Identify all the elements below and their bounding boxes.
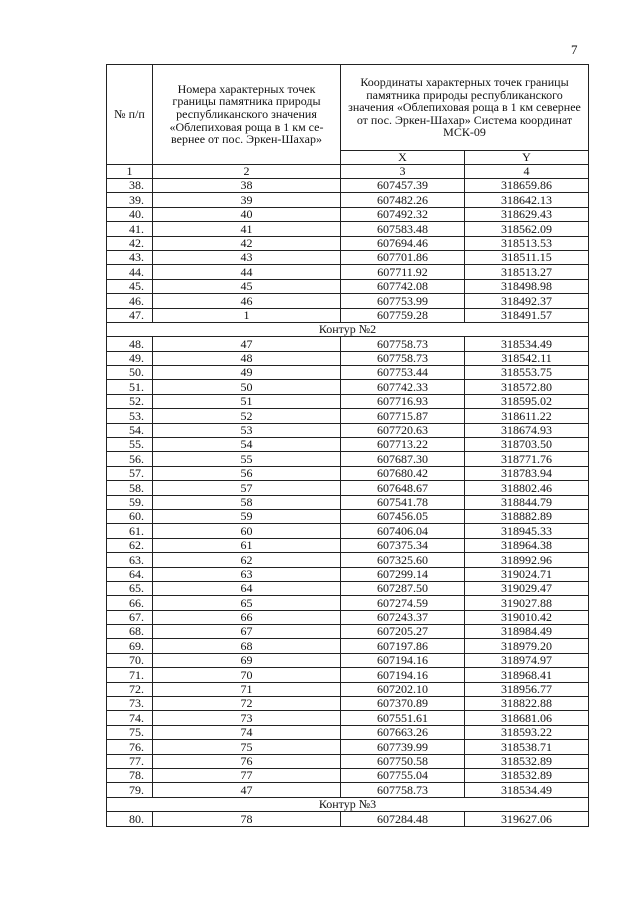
- coord-y: 318492.37: [465, 294, 589, 308]
- coord-x: 607758.73: [341, 783, 465, 797]
- row-number: 75.: [107, 725, 153, 739]
- table-row: [107, 596, 589, 610]
- row-number: 57.: [107, 466, 153, 480]
- point-number: 43: [153, 250, 341, 264]
- coord-y: 318532.89: [465, 754, 589, 768]
- coord-y: 318674.93: [465, 423, 589, 437]
- table-row: [107, 337, 589, 351]
- row-number: 72.: [107, 682, 153, 696]
- table-row: [107, 711, 589, 725]
- coord-x: 607492.32: [341, 207, 465, 221]
- point-number: 54: [153, 438, 341, 452]
- coord-y: 318992.96: [465, 553, 589, 567]
- row-number: 69.: [107, 639, 153, 653]
- row-number: 47.: [107, 308, 153, 322]
- coord-y: 318968.41: [465, 668, 589, 682]
- point-number: 40: [153, 207, 341, 221]
- coord-x: 607711.92: [341, 265, 465, 279]
- coord-x: 607755.04: [341, 769, 465, 783]
- coord-x: 607194.16: [341, 668, 465, 682]
- point-number: 44: [153, 265, 341, 279]
- table-row: [107, 236, 589, 250]
- coord-y: 318945.33: [465, 524, 589, 538]
- row-number: 61.: [107, 524, 153, 538]
- row-number: 62.: [107, 538, 153, 552]
- coord-y: 318629.43: [465, 207, 589, 221]
- coord-x: 607551.61: [341, 711, 465, 725]
- section-title: Контур №2: [107, 322, 589, 336]
- table-row: [107, 193, 589, 207]
- point-number: 71: [153, 682, 341, 696]
- table-row: [107, 351, 589, 365]
- coord-y: 318783.94: [465, 466, 589, 480]
- row-number: 77.: [107, 754, 153, 768]
- point-number: 58: [153, 495, 341, 509]
- row-number: 73.: [107, 697, 153, 711]
- point-number: 74: [153, 725, 341, 739]
- coord-x: 607197.86: [341, 639, 465, 653]
- table-body: [107, 178, 589, 826]
- row-number: 55.: [107, 438, 153, 452]
- coord-y: 319027.88: [465, 596, 589, 610]
- coord-x: 607482.26: [341, 193, 465, 207]
- coord-x: 607202.10: [341, 682, 465, 696]
- column-numbers-row: [107, 164, 589, 178]
- coord-y: 318844.79: [465, 495, 589, 509]
- coord-y: 318511.15: [465, 250, 589, 264]
- row-number: 65.: [107, 581, 153, 595]
- row-number: 48.: [107, 337, 153, 351]
- table-row: [107, 452, 589, 466]
- coord-y: 318513.27: [465, 265, 589, 279]
- section-title: Контур №3: [107, 797, 589, 811]
- row-number: 49.: [107, 351, 153, 365]
- coord-x: 607753.99: [341, 294, 465, 308]
- coord-y: 318611.22: [465, 409, 589, 423]
- coord-y: 318956.77: [465, 682, 589, 696]
- coord-x: 607750.58: [341, 754, 465, 768]
- table-row: [107, 567, 589, 581]
- coord-y: 318882.89: [465, 509, 589, 523]
- row-number: 76.: [107, 740, 153, 754]
- section-row: [107, 797, 589, 811]
- point-number: 63: [153, 567, 341, 581]
- row-number: 59.: [107, 495, 153, 509]
- point-number: 46: [153, 294, 341, 308]
- table-row: [107, 682, 589, 696]
- colnum-1: 1: [107, 164, 153, 178]
- table-row: [107, 207, 589, 221]
- table-row: [107, 438, 589, 452]
- coord-x: 607583.48: [341, 222, 465, 236]
- header-col-coordinates: Координаты характерных точек границы памятника природы республиканского значения «Облепиховая роща в 1 км севернее от пос. Эркен-Шахар» Система координат МСК-09: [341, 65, 589, 151]
- row-number: 64.: [107, 567, 153, 581]
- coord-x: 607274.59: [341, 596, 465, 610]
- coord-y: 318964.38: [465, 538, 589, 552]
- row-number: 60.: [107, 509, 153, 523]
- point-number: 60: [153, 524, 341, 538]
- coord-x: 607541.78: [341, 495, 465, 509]
- header-row: [107, 65, 589, 151]
- coord-y: 318498.98: [465, 279, 589, 293]
- table-row: [107, 409, 589, 423]
- table-row: [107, 294, 589, 308]
- coord-x: 607287.50: [341, 581, 465, 595]
- coord-x: 607284.48: [341, 812, 465, 826]
- coord-x: 607375.34: [341, 538, 465, 552]
- row-number: 50.: [107, 366, 153, 380]
- table-row: [107, 366, 589, 380]
- row-number: 40.: [107, 207, 153, 221]
- point-number: 42: [153, 236, 341, 250]
- header-col-points: Номера характерных точек границы памятника природы республиканского значения «Облепиховая роща в 1 км се- вернее от пос. Эркен-Шахар»: [153, 65, 341, 165]
- header-x: X: [341, 151, 465, 165]
- row-number: 45.: [107, 279, 153, 293]
- point-number: 73: [153, 711, 341, 725]
- coord-y: 318822.88: [465, 697, 589, 711]
- point-number: 75: [153, 740, 341, 754]
- point-number: 1: [153, 308, 341, 322]
- point-number: 59: [153, 509, 341, 523]
- row-number: 78.: [107, 769, 153, 783]
- coordinates-table: [106, 64, 589, 827]
- point-number: 55: [153, 452, 341, 466]
- coord-y: 318984.49: [465, 625, 589, 639]
- coord-x: 607716.93: [341, 394, 465, 408]
- table-row: [107, 222, 589, 236]
- row-number: 80.: [107, 812, 153, 826]
- coord-x: 607243.37: [341, 610, 465, 624]
- point-number: 48: [153, 351, 341, 365]
- table-row: [107, 308, 589, 322]
- row-number: 54.: [107, 423, 153, 437]
- page-number: 7: [571, 42, 578, 57]
- point-number: 64: [153, 581, 341, 595]
- point-number: 50: [153, 380, 341, 394]
- coord-x: 607205.27: [341, 625, 465, 639]
- point-number: 70: [153, 668, 341, 682]
- row-number: 39.: [107, 193, 153, 207]
- point-number: 62: [153, 553, 341, 567]
- table-row: [107, 495, 589, 509]
- table-row: [107, 754, 589, 768]
- coord-y: 318553.75: [465, 366, 589, 380]
- row-number: 42.: [107, 236, 153, 250]
- table-row: [107, 639, 589, 653]
- section-row: [107, 322, 589, 336]
- coord-x: 607759.28: [341, 308, 465, 322]
- coord-x: 607694.46: [341, 236, 465, 250]
- table-row: [107, 668, 589, 682]
- coord-x: 607687.30: [341, 452, 465, 466]
- coord-x: 607753.44: [341, 366, 465, 380]
- row-number: 52.: [107, 394, 153, 408]
- coord-y: 318562.09: [465, 222, 589, 236]
- table-row: [107, 279, 589, 293]
- row-number: 58.: [107, 481, 153, 495]
- table-row: [107, 783, 589, 797]
- point-number: 38: [153, 178, 341, 192]
- coord-x: 607758.73: [341, 337, 465, 351]
- coord-y: 318681.06: [465, 711, 589, 725]
- table-row: [107, 812, 589, 826]
- coord-y: 318595.02: [465, 394, 589, 408]
- table-row: [107, 250, 589, 264]
- coord-x: 607325.60: [341, 553, 465, 567]
- coord-x: 607739.99: [341, 740, 465, 754]
- coord-y: 318542.11: [465, 351, 589, 365]
- table-row: [107, 653, 589, 667]
- coord-y: 318802.46: [465, 481, 589, 495]
- header-col-number: № п/п: [107, 65, 153, 165]
- coord-y: 318513.53: [465, 236, 589, 250]
- row-number: 74.: [107, 711, 153, 725]
- coord-x: 607758.73: [341, 351, 465, 365]
- coord-x: 607457.39: [341, 178, 465, 192]
- coord-y: 318534.49: [465, 783, 589, 797]
- table-row: [107, 697, 589, 711]
- point-number: 77: [153, 769, 341, 783]
- coord-y: 318642.13: [465, 193, 589, 207]
- coord-y: 318532.89: [465, 769, 589, 783]
- coord-y: 319029.47: [465, 581, 589, 595]
- row-number: 51.: [107, 380, 153, 394]
- coord-y: 318974.97: [465, 653, 589, 667]
- table-row: [107, 423, 589, 437]
- point-number: 78: [153, 812, 341, 826]
- coord-x: 607194.16: [341, 653, 465, 667]
- point-number: 52: [153, 409, 341, 423]
- coord-y: 318534.49: [465, 337, 589, 351]
- row-number: 53.: [107, 409, 153, 423]
- coord-x: 607456.05: [341, 509, 465, 523]
- coord-x: 607370.89: [341, 697, 465, 711]
- point-number: 47: [153, 783, 341, 797]
- coord-x: 607406.04: [341, 524, 465, 538]
- point-number: 69: [153, 653, 341, 667]
- point-number: 61: [153, 538, 341, 552]
- table-row: [107, 610, 589, 624]
- table-row: [107, 178, 589, 192]
- point-number: 39: [153, 193, 341, 207]
- coord-x: 607701.86: [341, 250, 465, 264]
- point-number: 45: [153, 279, 341, 293]
- row-number: 79.: [107, 783, 153, 797]
- coord-x: 607713.22: [341, 438, 465, 452]
- row-number: 38.: [107, 178, 153, 192]
- point-number: 66: [153, 610, 341, 624]
- coord-x: 607663.26: [341, 725, 465, 739]
- table-row: [107, 265, 589, 279]
- coord-y: 318659.86: [465, 178, 589, 192]
- table-row: [107, 466, 589, 480]
- point-number: 47: [153, 337, 341, 351]
- colnum-3: 3: [341, 164, 465, 178]
- coord-y: 318703.50: [465, 438, 589, 452]
- coord-y: 318771.76: [465, 452, 589, 466]
- row-number: 68.: [107, 625, 153, 639]
- row-number: 41.: [107, 222, 153, 236]
- point-number: 51: [153, 394, 341, 408]
- row-number: 67.: [107, 610, 153, 624]
- row-number: 56.: [107, 452, 153, 466]
- row-number: 66.: [107, 596, 153, 610]
- point-number: 49: [153, 366, 341, 380]
- table-row: [107, 725, 589, 739]
- table-row: [107, 740, 589, 754]
- point-number: 56: [153, 466, 341, 480]
- coord-y: 318572.80: [465, 380, 589, 394]
- coord-x: 607720.63: [341, 423, 465, 437]
- coord-y: 319627.06: [465, 812, 589, 826]
- table-row: [107, 769, 589, 783]
- point-number: 57: [153, 481, 341, 495]
- row-number: 63.: [107, 553, 153, 567]
- table-row: [107, 524, 589, 538]
- table-row: [107, 481, 589, 495]
- table-row: [107, 509, 589, 523]
- point-number: 41: [153, 222, 341, 236]
- point-number: 53: [153, 423, 341, 437]
- point-number: 76: [153, 754, 341, 768]
- colnum-4: 4: [465, 164, 589, 178]
- point-number: 67: [153, 625, 341, 639]
- table-row: [107, 538, 589, 552]
- coord-x: 607299.14: [341, 567, 465, 581]
- coord-x: 607715.87: [341, 409, 465, 423]
- coord-y: 318593.22: [465, 725, 589, 739]
- coord-y: 319010.42: [465, 610, 589, 624]
- coord-y: 319024.71: [465, 567, 589, 581]
- header-y: Y: [465, 151, 589, 165]
- coord-x: 607742.33: [341, 380, 465, 394]
- coord-y: 318979.20: [465, 639, 589, 653]
- table-row: [107, 625, 589, 639]
- point-number: 72: [153, 697, 341, 711]
- table-row: [107, 394, 589, 408]
- row-number: 71.: [107, 668, 153, 682]
- row-number: 46.: [107, 294, 153, 308]
- coord-y: 318538.71: [465, 740, 589, 754]
- coord-x: 607648.67: [341, 481, 465, 495]
- point-number: 68: [153, 639, 341, 653]
- table-row: [107, 581, 589, 595]
- point-number: 65: [153, 596, 341, 610]
- colnum-2: 2: [153, 164, 341, 178]
- row-number: 70.: [107, 653, 153, 667]
- coord-x: 607742.08: [341, 279, 465, 293]
- table-row: [107, 553, 589, 567]
- coord-x: 607680.42: [341, 466, 465, 480]
- row-number: 43.: [107, 250, 153, 264]
- row-number: 44.: [107, 265, 153, 279]
- coord-y: 318491.57: [465, 308, 589, 322]
- table-row: [107, 380, 589, 394]
